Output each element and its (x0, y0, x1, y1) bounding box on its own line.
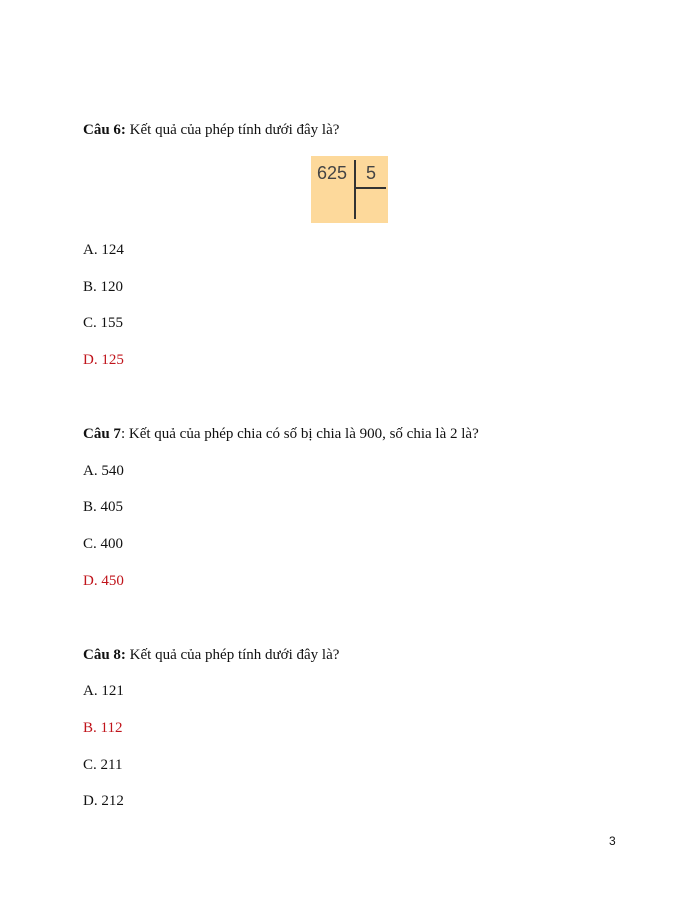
division-horizontal-line (354, 187, 386, 189)
q6-option-a: A. 124 (83, 242, 124, 258)
division-figure (311, 156, 388, 223)
q6-option-d: D. 125 (83, 352, 124, 368)
q7-option-c: C. 400 (83, 536, 124, 552)
q6-option-c: C. 155 (83, 315, 124, 331)
question-7-text: : Kết quả của phép chia có số bị chia là 900, số chia là 2 là? (120, 426, 479, 442)
question-6 (83, 121, 339, 139)
q8-option-b: B. 112 (83, 720, 123, 736)
question-7-label: Câu 7 (83, 426, 121, 442)
question-7 (83, 425, 479, 443)
q7-option-a: A. 540 (83, 463, 124, 479)
q6-option-b: B. 120 (83, 279, 124, 295)
q7-option-b: B. 405 (83, 499, 124, 515)
divisor: 5 (366, 163, 377, 183)
question-6-label: Câu 6: (83, 122, 126, 138)
q7-option-d: D. 450 (83, 573, 124, 589)
q8-option-c: C. 211 (83, 757, 123, 773)
q8-option-a: A. 121 (83, 683, 124, 699)
page-number: 3 (609, 834, 616, 848)
question-6-text: Kết quả của phép tính dưới đây là? (125, 122, 340, 138)
question-8-label: Câu 8: (83, 647, 126, 663)
question-8-text: Kết quả của phép tính dưới đây là? (125, 647, 340, 663)
division-vertical-line (354, 160, 356, 219)
dividend: 625 (317, 163, 348, 183)
q8-option-d: D. 212 (83, 793, 124, 809)
question-8 (83, 646, 339, 664)
